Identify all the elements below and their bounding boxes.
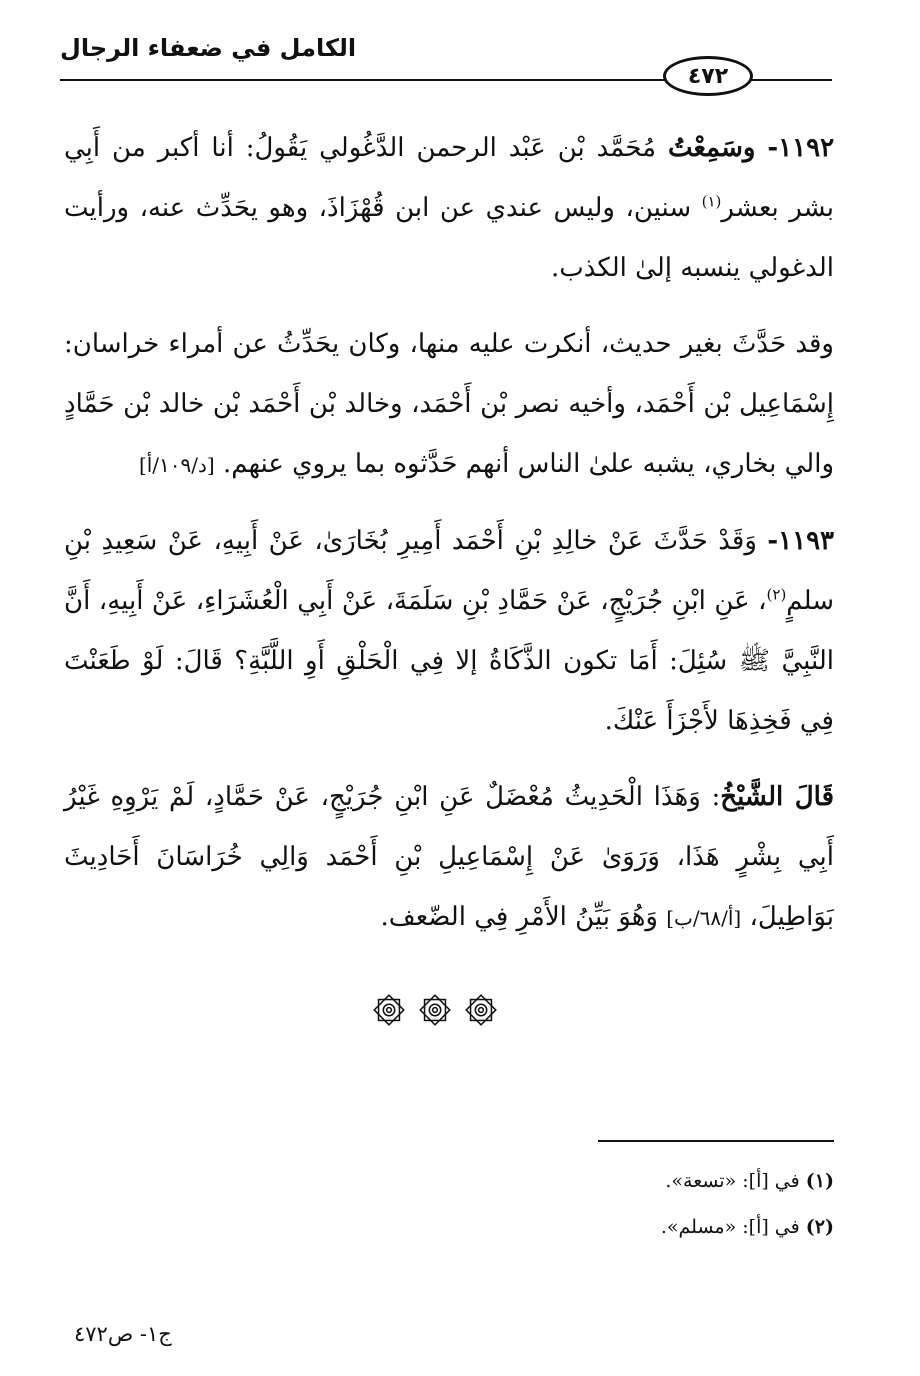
sheikh-text: : وَهَذَا الْحَدِيثُ مُعْضَلٌ عَنِ ابْنِ جُرَيْجٍ، عَنْ حَمَّادٍ، لَمْ يَرْوِهِ غَيْرُ أَبِي بِشْرٍ هَذَا، وَرَوَىٰ عَنْ إِسْمَاعِيلِ بْنِ أَحْمَد وَالِي خُرَاسَانَ أَحَادِيثَ بَوَاطِيلَ، [64, 782, 834, 932]
entry-number: ١١٩٣- [767, 526, 835, 556]
running-title: الكامل في ضعفاء الرجال [60, 34, 357, 62]
footnote-number: (٢) [805, 1216, 834, 1238]
footnote-text: في [أ]: «تسعة». [665, 1170, 800, 1192]
main-text [64, 118, 834, 964]
entry-number: ١١٩٢- [767, 133, 835, 163]
rosette-ornament-icon [462, 991, 500, 1029]
footnote-marker-1[interactable]: (١) [701, 192, 722, 211]
footnote-text: في [أ]: «مسلم». [660, 1216, 800, 1238]
manuscript-ref: [أ/٦٨/ب] [666, 906, 742, 930]
footnote-2 [400, 1204, 834, 1250]
footnote-rule [598, 1140, 834, 1142]
volume-page-ref: ج١- ص٤٧٢ [74, 1322, 172, 1346]
manuscript-ref: [د/١٠٩/أ] [138, 453, 215, 477]
footnote-number: (١) [805, 1170, 834, 1192]
entry-heading: وسَمِعْتُ [667, 133, 756, 163]
entry-text: مُحَمَّد بْن عَبْد الرحمن الدَّغُولي يَقُولُ: أنا أكبر من أَبِي بشر بعشر [64, 133, 834, 223]
footnotes [400, 1158, 834, 1250]
sheikh-text: وَهُوَ بَيِّنُ الأَمْرِ فِي الضّعف. [380, 902, 658, 932]
entry-text: ، عَنِ ابْنِ جُرَيْجٍ، عَنْ حَمَّادِ بْنِ سَلَمَةَ، عَنْ أَبِي الْعُشَرَاءِ، عَنْ أَبِيهِ، أَنَّ النَّبِيَّ ﷺ سُئِلَ: أَمَا تكون الذَّكَاةُ إلا فِي الْحَلْقِ أَوِ اللَّبَّةِ؟ قَالَ: لَوْ طَعَنْتَ فِي فَخِذِهَا لأَجْزَأَ عَنْكَ. [64, 586, 834, 736]
rosette-ornament-icon [370, 991, 408, 1029]
entry-1193 [64, 511, 834, 751]
entry-text: وَقَدْ حَدَّثَ عَنْ خالِدِ بْنِ أَحْمَد أَمِيرِ بُخَارَىٰ، عَنْ أَبِيهِ، عَنْ سَعِيدِ بْنِ سلمٍ [64, 526, 834, 616]
sheikh-label: قَالَ الشَّيْخُ [720, 782, 834, 812]
entry-1192 [64, 118, 834, 298]
page-number-badge [663, 56, 753, 96]
footnote-marker-2[interactable]: (٢) [766, 585, 787, 604]
footnote-1 [400, 1158, 834, 1204]
sheikh-comment [64, 767, 834, 948]
rosette-ornament-icon [416, 991, 454, 1029]
page-number: ٤٧٢ [687, 63, 729, 89]
section-ornaments [370, 990, 500, 1030]
paragraph-2 [64, 314, 834, 495]
paragraph-text: وقد حَدَّثَ بغير حديث، أنكرت عليه منها، وكان يحَدِّثُ عن أمراء خراسان: إِسْمَاعِيل بْن أَحْمَد، وأخيه نصر بْن أَحْمَد، وخالد بْن أَحْمَد بْن خالد بْن حَمَّادٍ والي بخاري، يشبه علىٰ الناس أنهم حَدَّثوه بما يروي عنهم. [64, 329, 834, 479]
entry-text: سنين، وليس عندي عن ابن قُهْزَاذَ، وهو يحَدِّث عنه، ورأيت الدغولي ينسبه إلىٰ الكذب. [64, 193, 834, 283]
